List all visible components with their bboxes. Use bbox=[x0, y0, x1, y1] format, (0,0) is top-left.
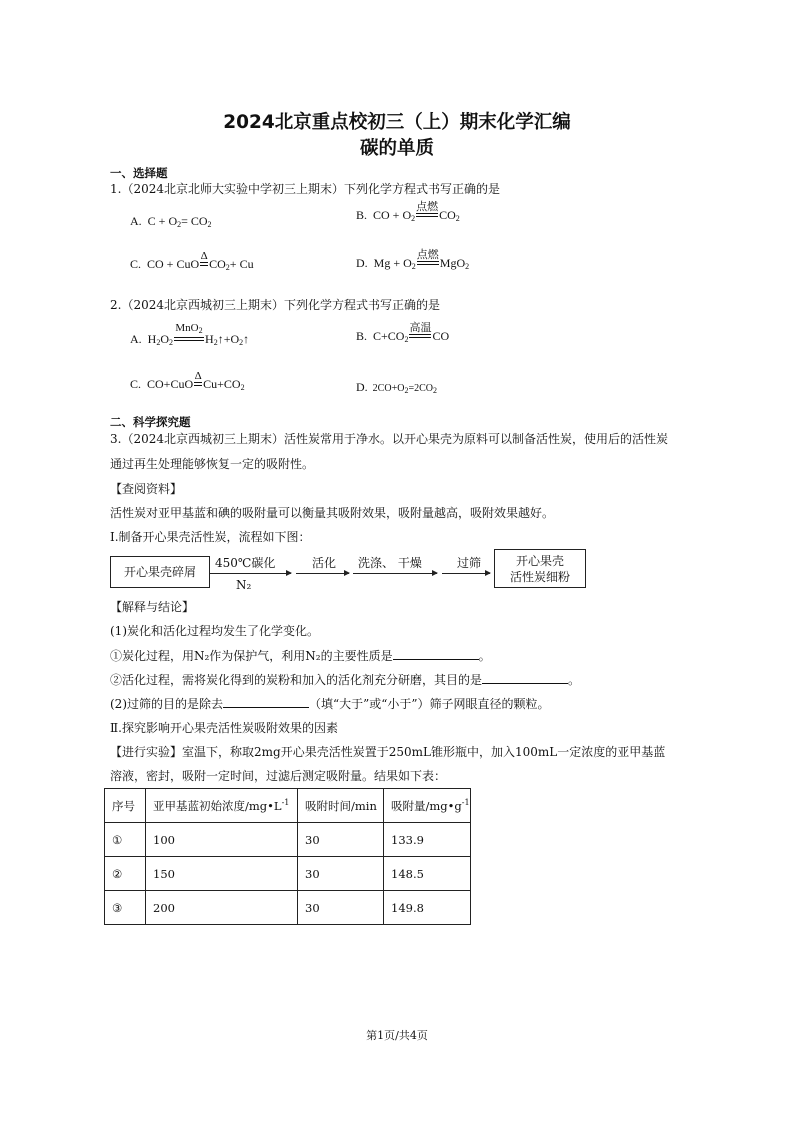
table-cell: 100 bbox=[146, 823, 298, 857]
flow-end-box: 开心果壳 活性炭细粉 bbox=[494, 549, 586, 588]
table-cell: 30 bbox=[298, 857, 384, 891]
table-cell: 150 bbox=[146, 857, 298, 891]
q2-option-b[interactable]: B. $C+CO_2$ 高温 CO bbox=[356, 322, 450, 344]
page-title: 2024北京重点校初三（上）期末化学汇编 bbox=[223, 112, 571, 133]
flow-step-carbonize: 450℃碳化 bbox=[215, 556, 276, 570]
table-cell: 30 bbox=[298, 823, 384, 857]
flow-step-wash-dry: 洗涤、 干燥 bbox=[358, 556, 422, 570]
flow-step-sieve: 过筛 bbox=[457, 556, 482, 570]
table-header: 吸附量$/mg•g^{-1}$ bbox=[384, 789, 471, 823]
flow-arrow-1 bbox=[210, 573, 291, 574]
experiment-line-2: 溶液，密封，吸附一定时间，过滤后测定吸附量。结果如下表： bbox=[110, 769, 447, 783]
section-heading-choice: 一、选择题 bbox=[110, 166, 168, 180]
q3-intro-line-1: 3.（2024北京西城初三上期末）活性炭常用于净水。以开心果壳为原料可以制备活性炭，使用后的活性炭 bbox=[110, 432, 668, 446]
flow-arrow-2 bbox=[296, 573, 349, 574]
results-table bbox=[104, 788, 471, 925]
flow-step-activate: 活化 bbox=[312, 556, 337, 570]
table-row bbox=[105, 857, 471, 891]
section-heading-inquiry: 二、科学探究题 bbox=[110, 415, 191, 429]
part-2-heading: Ⅱ.探究影响开心果壳活性炭吸附效果的因素 bbox=[110, 721, 338, 735]
explain-1: (1)炭化和活化过程均发生了化学变化。 bbox=[110, 624, 319, 638]
table-cell: 149.8 bbox=[384, 891, 471, 925]
table-cell: ③ bbox=[105, 891, 146, 925]
answer-blank-1b[interactable] bbox=[482, 671, 568, 684]
reference-text: 活性炭对亚甲基蓝和碘的吸附量可以衡量其吸附效果，吸附量越高，吸附效果越好。 bbox=[110, 506, 555, 520]
q1-option-c[interactable]: C. CO + CuO Δ $CO_2+ Cu$ bbox=[130, 250, 254, 272]
page-subtitle: 碳的单质 bbox=[359, 138, 434, 159]
experiment-line-1: 【进行实验】室温下，称取2mg开心果壳活性炭置于250mL锥形瓶中，加入100mL一定浓度的亚甲基蓝 bbox=[110, 745, 666, 759]
table-row bbox=[105, 823, 471, 857]
q2-option-a[interactable]: A. $H_2O_2$ MnO$_2$ $H_2↑+O_2↑$ bbox=[130, 322, 250, 347]
q1-option-b[interactable]: B. CO + $O_2$ 点燃 $CO_2$ bbox=[356, 201, 460, 223]
q1-option-d[interactable]: D. $Mg + O_2$ 点燃 MgO$_2$ bbox=[356, 249, 470, 271]
q1-option-a[interactable]: A. $C + O_2= CO_2$ bbox=[130, 214, 212, 229]
answer-blank-1a[interactable] bbox=[393, 647, 479, 660]
table-cell: 148.5 bbox=[384, 857, 471, 891]
table-header-row bbox=[105, 789, 471, 823]
flow-arrow-3 bbox=[353, 573, 437, 574]
table-cell: ② bbox=[105, 857, 146, 891]
flow-arrow-4 bbox=[442, 573, 490, 574]
page-footer: 第1页/共4页 bbox=[366, 1029, 428, 1042]
explain-1b: ②活化过程，需将炭化得到的炭粉和加入的活化剂充分研磨，其目的是 。 bbox=[110, 673, 581, 687]
q2-option-c[interactable]: C. CO+CuO Δ $Cu+CO_2$ bbox=[130, 370, 245, 392]
reference-heading: 【查阅资料】 bbox=[110, 482, 183, 496]
q3-intro-line-2: 通过再生处理能够恢复一定的吸附性。 bbox=[110, 457, 315, 471]
explain-1a: ①炭化过程，用N₂作为保护气，利用N₂的主要性质是 。 bbox=[110, 649, 491, 663]
table-cell: ① bbox=[105, 823, 146, 857]
table-cell: 200 bbox=[146, 891, 298, 925]
question-1-stem: 1.（2024北京北师大实验中学初三上期末）下列化学方程式书写正确的是 bbox=[110, 182, 500, 196]
question-2-stem: 2.（2024北京西城初三上期末）下列化学方程式书写正确的是 bbox=[110, 298, 440, 312]
table-header: 序号 bbox=[105, 789, 146, 823]
explain-heading: 【解释与结论】 bbox=[110, 600, 195, 614]
part-1-heading: Ⅰ.制备开心果壳活性炭，流程如下图： bbox=[110, 530, 311, 544]
flow-step-n2: N₂ bbox=[236, 578, 252, 592]
table-row bbox=[105, 891, 471, 925]
table-header: 亚甲基蓝初始浓度$/mg•L^{-1}$ bbox=[146, 789, 298, 823]
table-cell: 133.9 bbox=[384, 823, 471, 857]
q2-option-d[interactable]: D. $2CO+O_2=2CO_2$ bbox=[356, 380, 437, 395]
table-cell: 30 bbox=[298, 891, 384, 925]
explain-2: (2)过筛的目的是除去 （填“大于”或“小于”）筛子网眼直径的颗粒。 bbox=[110, 697, 550, 711]
table-header: 吸附时间/min bbox=[298, 789, 384, 823]
answer-blank-2[interactable] bbox=[223, 695, 309, 708]
flow-start-box: 开心果壳碎屑 bbox=[110, 556, 210, 588]
